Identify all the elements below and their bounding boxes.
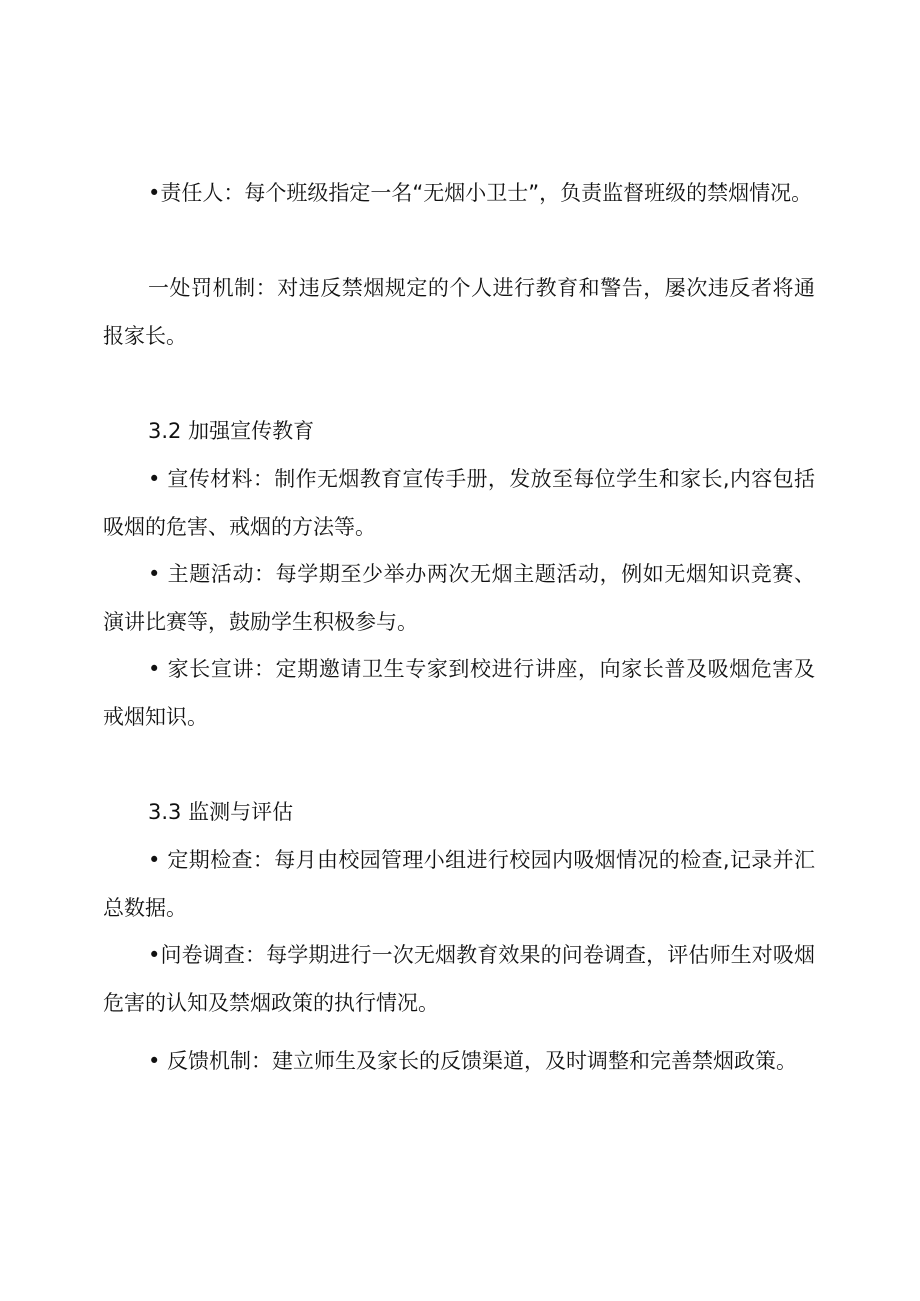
paragraph-feedback-mechanism: • 反馈机制：建立师生及家长的反馈渠道，及时调整和完善禁烟政策。 [148, 1049, 798, 1073]
paragraph-questionnaire-survey: •问卷调查：每学期进行一次无烟教育效果的问卷调查，评估师生对吸烟危害的认知及禁烟政策的执行情况。 [103, 943, 815, 1015]
paragraph-theme-activities: • 主题活动：每学期至少举办两次无烟主题活动，例如无烟知识竞赛、演讲比赛等，鼓励学生积极参与。 [103, 562, 815, 634]
paragraph-penalty-mechanism: 一处罚机制：对违反禁烟规定的个人进行教育和警告，屡次违反者将通报家长。 [103, 276, 815, 348]
section-heading-3-3: 3.3 监测与评估 [148, 800, 294, 824]
paragraph-responsible-person: •责任人：每个班级指定一名“无烟小卫士”，负责监督班级的禁烟情况。 [148, 181, 813, 205]
paragraph-regular-inspection: • 定期检查：每月由校园管理小组进行校园内吸烟情况的检查,记录并汇总数据。 [103, 848, 815, 920]
section-heading-3-2: 3.2 加强宣传教育 [148, 419, 315, 443]
paragraph-parent-lectures: • 家长宣讲：定期邀请卫生专家到校进行讲座，向家长普及吸烟危害及戒烟知识。 [103, 657, 815, 729]
paragraph-promotion-materials: • 宣传材料：制作无烟教育宣传手册，发放至每位学生和家长,内容包括吸烟的危害、戒烟的方法等。 [103, 467, 815, 539]
